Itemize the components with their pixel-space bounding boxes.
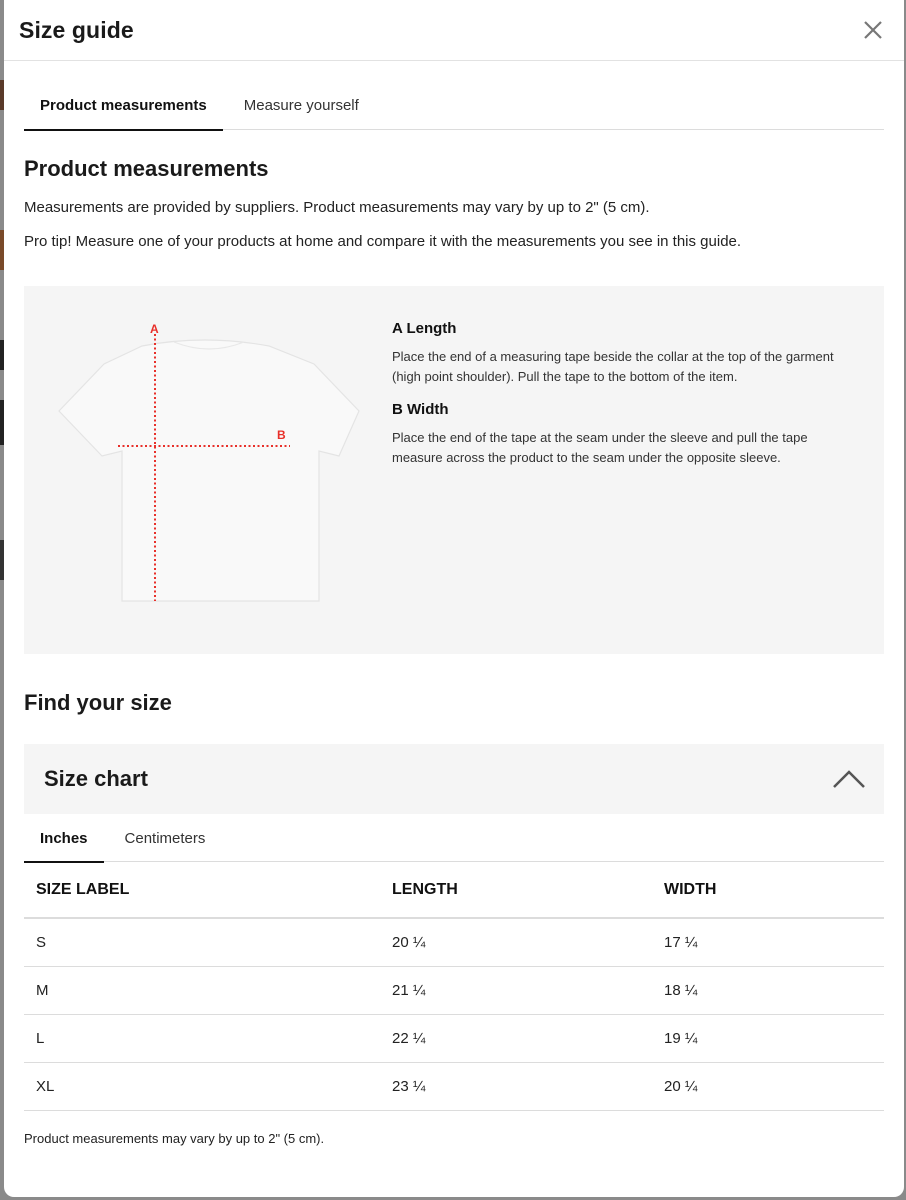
intro-text: Measurements are provided by suppliers. Product measurements may vary by up to 2" (5 cm). xyxy=(24,199,650,216)
width-cell: 18 ¼ xyxy=(652,966,884,1014)
length-cell: 23 ¼ xyxy=(380,1062,652,1110)
width-cell: 20 ¼ xyxy=(652,1062,884,1110)
modal-content xyxy=(4,81,904,1146)
width-description: Place the end of the tape at the seam under the sleeve and pull the tape measure across the product to the seam under the opposite sleeve. xyxy=(392,430,808,465)
column-header: LENGTH xyxy=(380,862,652,918)
tshirt-diagram xyxy=(54,316,364,606)
width-cell: 17 ¼ xyxy=(652,918,884,966)
find-your-size-heading: Find your size xyxy=(24,690,172,715)
close-button[interactable] xyxy=(858,15,888,45)
marker-a: A xyxy=(150,322,159,336)
width-cell: 19 ¼ xyxy=(652,1014,884,1062)
tab-measure-yourself[interactable]: Measure yourself xyxy=(243,97,359,114)
length-cell: 20 ¼ xyxy=(380,918,652,966)
size-label-cell: M xyxy=(24,966,380,1014)
close-icon xyxy=(863,20,883,40)
table-row xyxy=(24,966,884,1014)
measurement-instructions xyxy=(392,320,852,468)
table-header-row xyxy=(24,862,884,918)
table-row xyxy=(24,1062,884,1110)
size-chart-accordion[interactable] xyxy=(24,744,884,814)
marker-b: B xyxy=(277,428,286,442)
modal-title: Size guide xyxy=(19,16,134,43)
size-label-cell: S xyxy=(24,918,380,966)
column-header: SIZE LABEL xyxy=(24,862,380,918)
size-label-cell: XL xyxy=(24,1062,380,1110)
modal-header xyxy=(4,0,904,61)
table-row xyxy=(24,1014,884,1062)
tshirt-shape xyxy=(59,340,359,601)
unit-tabs xyxy=(24,814,884,862)
length-cell: 22 ¼ xyxy=(380,1014,652,1062)
length-description: Place the end of a measuring tape beside the collar at the top of the garment (high point shoulder). Pull the tape to the bottom of the item. xyxy=(392,349,834,384)
column-header: WIDTH xyxy=(652,862,884,918)
tab-inches[interactable]: Inches xyxy=(24,814,104,862)
tab-product-measurements[interactable]: Product measurements xyxy=(24,81,223,130)
length-title: A Length xyxy=(392,320,457,337)
tab-centimeters[interactable]: Centimeters xyxy=(124,829,206,847)
length-cell: 21 ¼ xyxy=(380,966,652,1014)
size-guide-modal xyxy=(4,0,904,1197)
size-label-cell: L xyxy=(24,1014,380,1062)
guide-tabs xyxy=(24,81,884,130)
chevron-up-icon xyxy=(832,769,866,789)
size-table xyxy=(24,862,884,1111)
width-title: B Width xyxy=(392,401,449,418)
footnote: Product measurements may vary by up to 2" (5 cm). xyxy=(24,1130,325,1146)
product-measurements-heading: Product measurements xyxy=(24,156,269,181)
size-chart-title: Size chart xyxy=(44,766,148,791)
measurement-diagram-panel xyxy=(24,286,884,654)
table-row xyxy=(24,918,884,966)
pro-tip-text: Pro tip! Measure one of your products at home and compare it with the measurements you see in this guide. xyxy=(24,233,742,250)
